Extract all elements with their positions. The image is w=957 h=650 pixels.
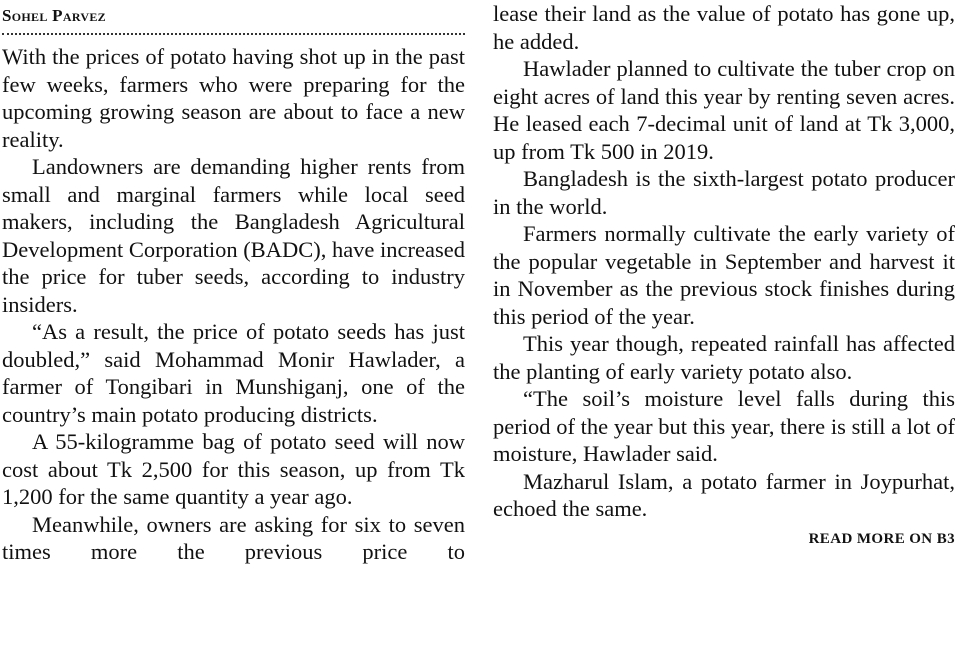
paragraph: Mazharul Islam, a potato farmer in Joypurhat, echoed the same. — [493, 468, 955, 521]
paragraph: Bangladesh is the sixth-largest potato producer in the world. — [493, 166, 955, 219]
paragraph: This year though, repeated rainfall has affected the planting of early variety potato also. — [493, 331, 955, 384]
article-column-left — [2, 0, 465, 566]
read-more-link[interactable]: READ MORE ON B3 — [808, 530, 955, 547]
paragraph: Hawlader planned to cultivate the tuber crop on eight acres of land this year by renting seven acres. He leased each 7-decimal unit of land at Tk 3,000, up from Tk 500 in 2019. — [493, 56, 955, 164]
paragraph: A 55-kilogramme bag of potato seed will now cost about Tk 2,500 for this season, up from Tk 1,200 for the same quantity a year ago. — [2, 429, 465, 509]
paragraph: “The soil’s moisture level falls during this period of the year but this year, there is still a lot of moisture, Hawlader said. — [493, 386, 955, 466]
paragraph: “As a result, the price of potato seeds has just doubled,” said Mohammad Monir Hawlader, a farmer of Tongibari in Munshiganj, one of the country’s main potato producing districts. — [2, 319, 465, 427]
byline: Sohel Parvez — [2, 5, 465, 35]
paragraph: With the prices of potato having shot up in the past few weeks, farmers who were preparing for the upcoming growing season are about to face a new reality. — [2, 44, 465, 152]
paragraph: Landowners are demanding higher rents from small and marginal farmers while local seed makers, including the Bangladesh Agricultural Development Corporation (BADC), have increased the price for tuber seeds, according to industry insiders. — [2, 154, 465, 317]
article-column-right — [493, 0, 955, 549]
paragraph: Meanwhile, owners are asking for six to seven times more the previous price to — [2, 511, 465, 564]
paragraph: Farmers normally cultivate the early variety of the popular vegetable in September and harvest it in November as the previous stock finishes during this period of the year. — [493, 221, 955, 329]
paragraph: lease their land as the value of potato has gone up, he added. — [493, 1, 955, 54]
